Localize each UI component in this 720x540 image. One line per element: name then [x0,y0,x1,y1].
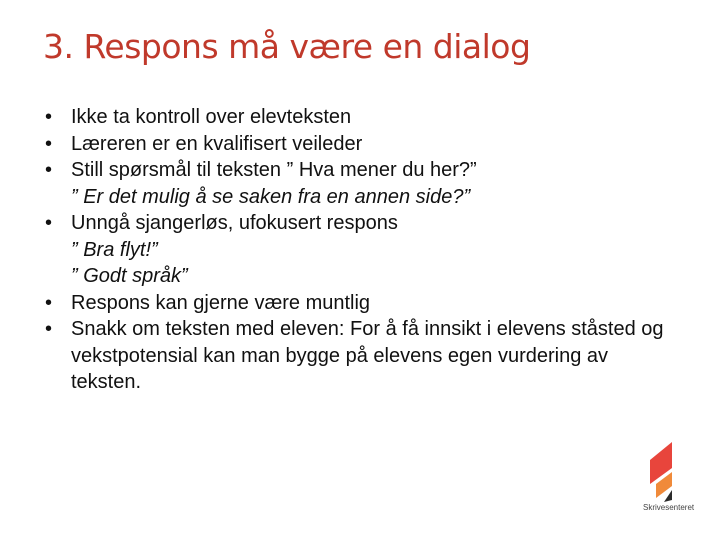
bullet-text: Still spørsmål til teksten ” Hva mener du her?” [71,159,477,181]
bullet-item [45,131,665,158]
logo-shape-dark [664,490,672,502]
bullet-text: Respons kan gjerne være muntlig [71,291,371,314]
bullet-item [45,210,665,290]
bullet-text: Snakk om teksten med eleven: For å få innsikt i elevens ståsted og vekstpotensial kan man bygge på elevens egen vurdering av teksten. [71,318,664,393]
bullet-item [45,157,665,210]
bullet-dot: • [45,159,53,181]
bullet-dot: • [45,106,53,128]
bullet-dot: • [45,212,53,234]
bullet-list [45,104,665,396]
slide-title: 3. Respons må være en dialog [43,27,531,66]
bullet-dot: • [45,291,53,314]
bullet-text: Ikke ta kontroll over elevteksten [71,106,352,128]
bullet-item [45,104,665,131]
bullet-dot: • [45,318,53,340]
logo-text: Skrivesenteret [643,503,695,512]
bullet-text: Unngå sjangerløs, ufokusert respons [71,212,398,234]
bullet-item [45,316,665,396]
bullet-subline: ” Bra flyt!” [71,238,158,261]
bullet-item [45,290,665,317]
bullet-dot: • [45,132,53,155]
bullet-text: Læreren er en kvalifisert veileder [71,132,363,155]
bullet-subline: ” Godt språk” [71,265,188,287]
bullet-subline: ” Er det mulig å se saken fra en annen side?” [71,185,471,208]
